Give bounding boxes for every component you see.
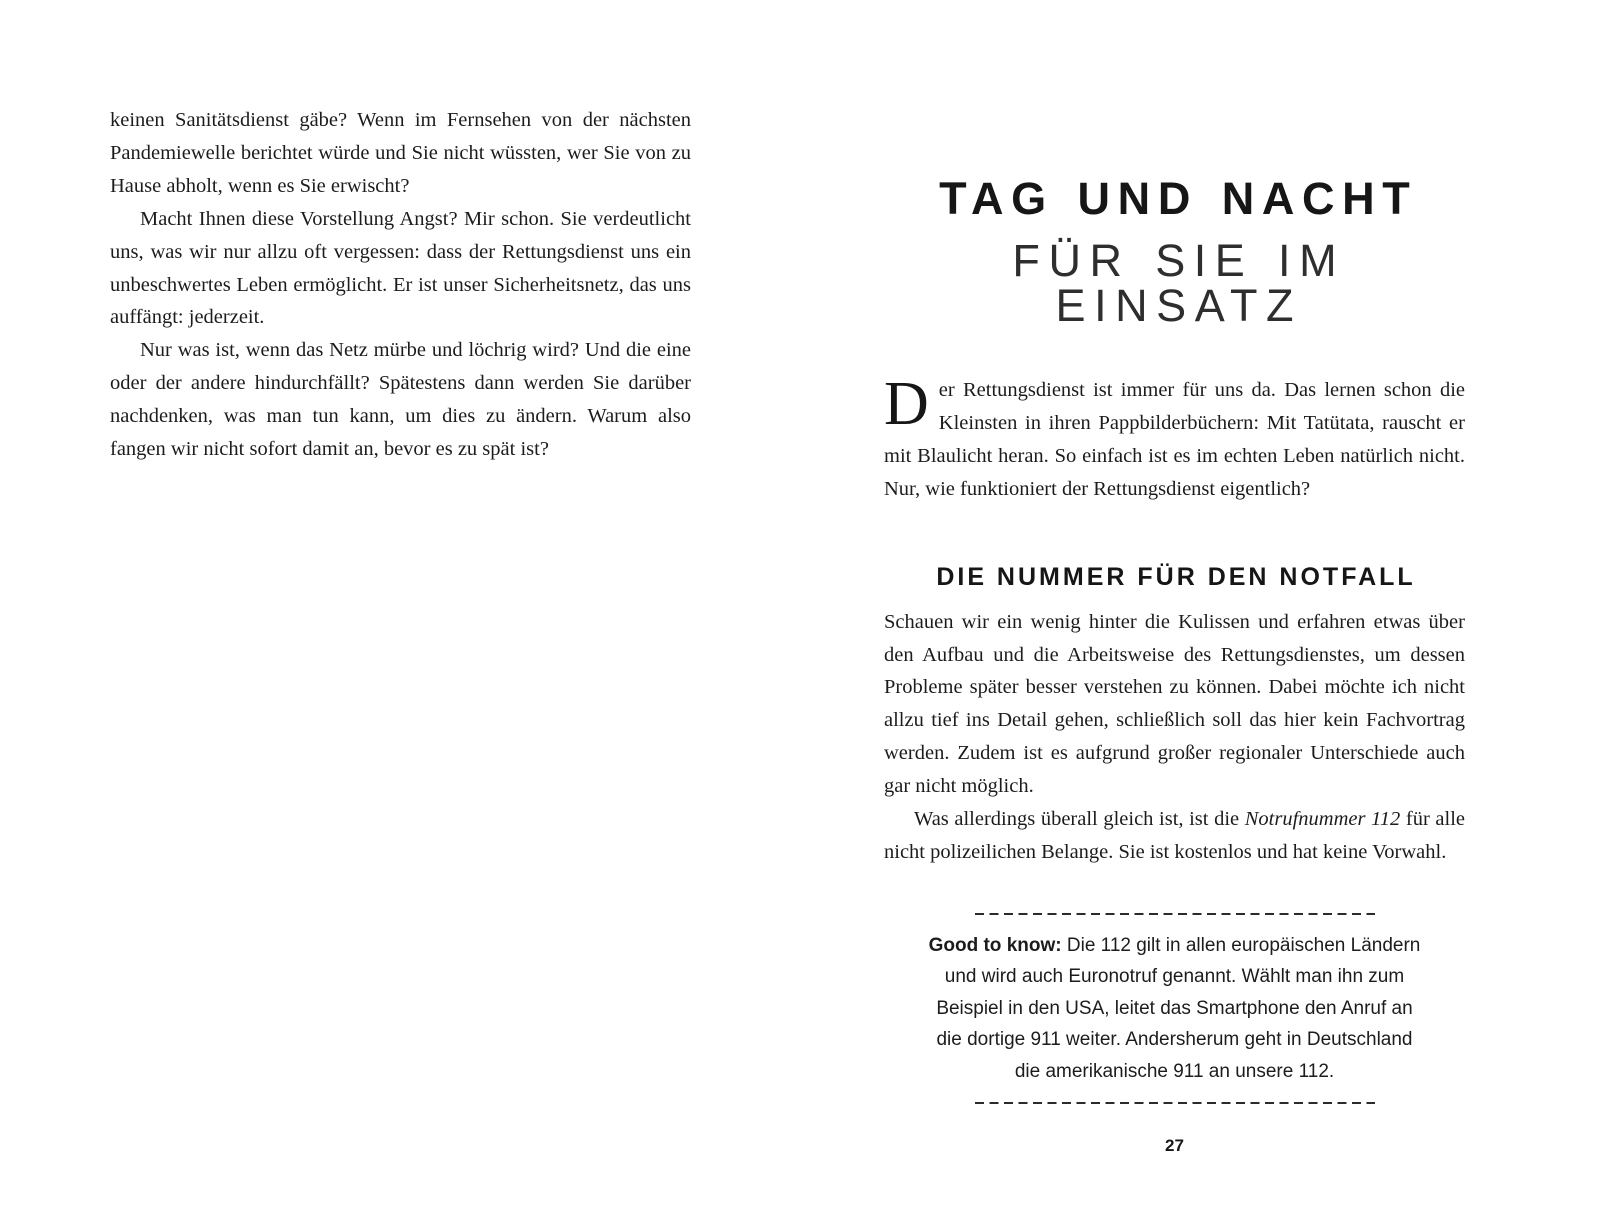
section-heading: DIE NUMMER FÜR DEN NOTFALL — [936, 562, 1416, 591]
section-paragraph: Schauen wir ein wenig hinter die Kulissen und erfahren etwas über den Aufbau und die Arbeitsweise des Rettungsdienstes, um dessen Probleme später besser verstehen zu können. Dabei möchte ich nicht allzu tief ins Detail gehen, schließlich soll das hier kein Fachvortrag werden. Zudem ist es aufgrund großer regionaler Unterschiede auch gar nicht möglich. — [884, 610, 1465, 798]
chapter-title — [884, 173, 1465, 331]
chapter-title-line1: TAG UND NACHT — [939, 173, 1418, 224]
dashed-divider-bottom — [975, 1102, 1375, 1104]
left-paragraph: Nur was ist, wenn das Netz mürbe und löchrig wird? Und die eine oder der andere hindurchfällt? Spätestens dann werden Sie darüber nachdenken, was man tun kann, um dies zu ändern. Warum also fangen wir nicht sofort damit an, bevor es zu spät ist? — [110, 339, 691, 461]
right-page — [884, 0, 1465, 1156]
intro-text: er Rettungsdienst ist immer für uns da. Das lernen schon die Kleinsten in ihren Pappbilderbüchern: Mit Tatütata, rauscht er mit Blaulicht heran. So einfach ist es im echten Leben natürlich nicht. Nur, wie funktioniert der Rettungsdienst eigentlich? — [884, 379, 1465, 500]
left-paragraph: Macht Ihnen diese Vorstellung Angst? Mir schon. Sie verdeutlicht uns, was wir nur allzu oft vergessen: dass der Rettungsdienst uns ein unbeschwertes Leben ermöglicht. Er ist unser Sicherheitsnetz, das uns auffängt: jederzeit. — [110, 207, 691, 329]
text-run: Was allerdings überall gleich ist, ist die — [914, 808, 1245, 831]
infobox-body: Die 112 gilt in allen europäischen Ländern und wird auch Euronotruf genannt. Wählt man ihn zum Beispiel in den USA, leitet das Smartphone den Anruf an die dortige 911 weiter. Andersherum geht in Deutschland die amerikanische 911 an unsere 112. — [936, 934, 1421, 1082]
chapter-title-line2: FÜR SIE IM EINSATZ — [1012, 235, 1346, 331]
infobox-label: Good to know: — [928, 934, 1062, 956]
intro-paragraph — [884, 370, 1465, 506]
section-paragraph — [884, 803, 1465, 869]
dashed-divider-top — [975, 913, 1375, 915]
infobox-text — [922, 930, 1427, 1088]
page-number: 27 — [1165, 1136, 1184, 1156]
emphasized-text: Notrufnummer 112 — [1244, 808, 1401, 831]
good-to-know-box — [884, 913, 1465, 1105]
left-paragraph-continued: keinen Sanitätsdienst gäbe? Wenn im Fernsehen von der nächsten Pandemiewelle berichtet würde und Sie nicht wüssten, wer Sie von zu Hause abholt, wenn es Sie erwischt? — [110, 109, 691, 197]
text-run: für alle nicht polizeilichen Belange. Sie ist kostenlos und hat keine Vorwahl. — [884, 808, 1465, 863]
left-page — [110, 104, 691, 466]
drop-cap: D — [884, 370, 929, 438]
